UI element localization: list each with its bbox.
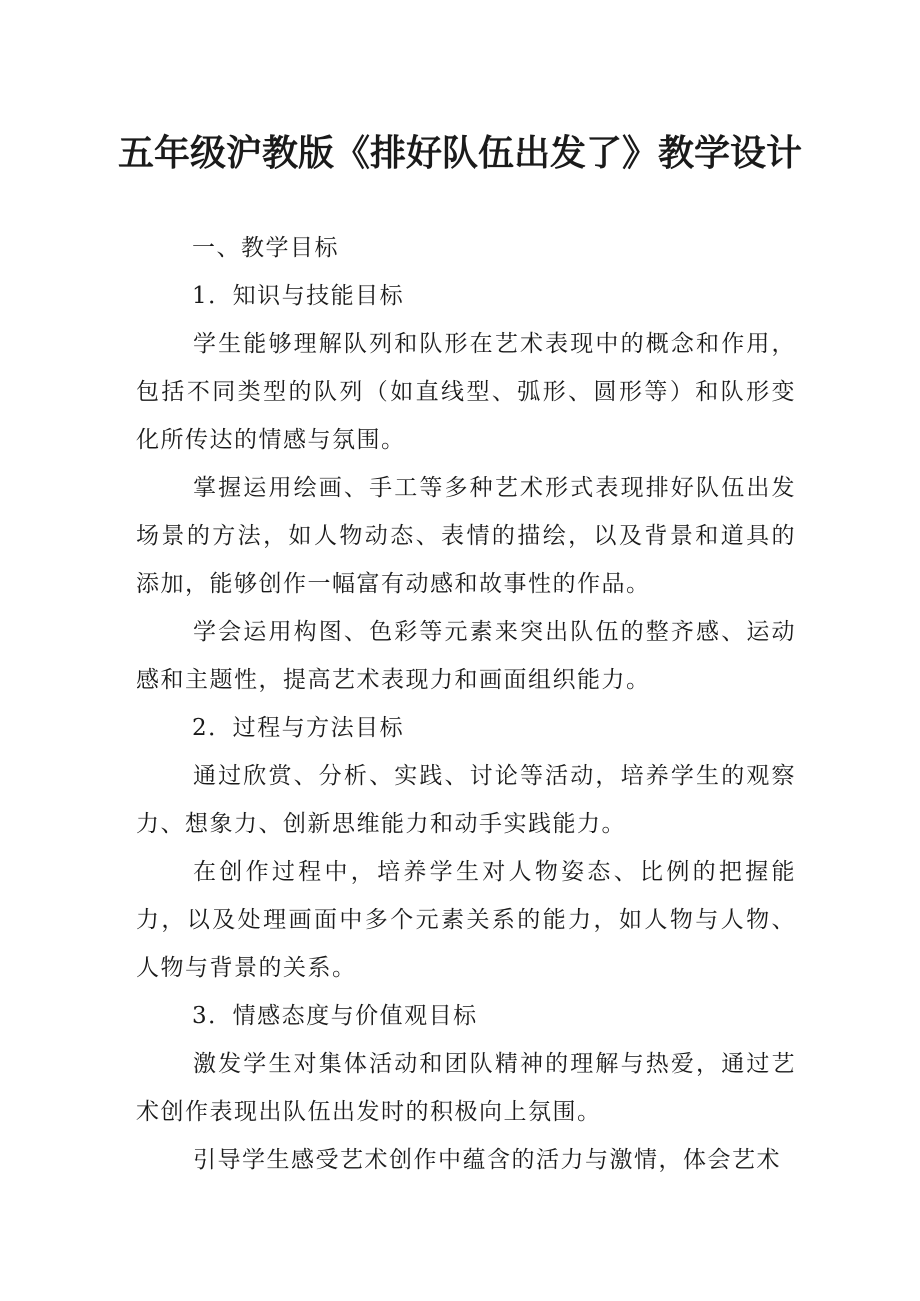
paragraph: 学会运用构图、色彩等元素来突出队伍的整齐感、运动感和主题性，提高艺术表现力和画面组织能力。: [136, 619, 796, 693]
paragraph: 掌握运用绘画、手工等多种艺术形式表现排好队伍出发场景的方法，如人物动态、表情的描绘，以及背景和道具的添加，能够创作一幅富有动感和故事性的作品。: [136, 475, 796, 597]
paragraph: 通过欣赏、分析、实践、讨论等活动，培养学生的观察力、想象力、创新思维能力和动手实践能力。: [136, 763, 796, 837]
subheading-process-method: 2．过程与方法目标: [192, 715, 405, 741]
paragraph: 激发学生对集体活动和团队精神的理解与热爱，通过艺术创作表现出队伍出发时的积极向上氛围。: [136, 1051, 796, 1125]
section-heading-objectives: 一、教学目标: [192, 235, 339, 261]
paragraph: 学生能够理解队列和队形在艺术表现中的概念和作用，包括不同类型的队列（如直线型、弧形、圆形等）和队形变化所传达的情感与氛围。: [136, 331, 796, 453]
subheading-emotion-values: 3．情感态度与价值观目标: [192, 1003, 478, 1029]
paragraph: 引导学生感受艺术创作中蕴含的活力与激情，体会艺术: [193, 1147, 781, 1173]
document-title: 五年级沪教版《排好队伍出发了》教学设计: [117, 133, 802, 174]
document-body: [136, 224, 796, 1184]
subheading-knowledge-skills: 1．知识与技能目标: [192, 283, 405, 309]
paragraph: 在创作过程中，培养学生对人物姿态、比例的把握能力，以及处理画面中多个元素关系的能力，如人物与人物、人物与背景的关系。: [136, 859, 796, 981]
